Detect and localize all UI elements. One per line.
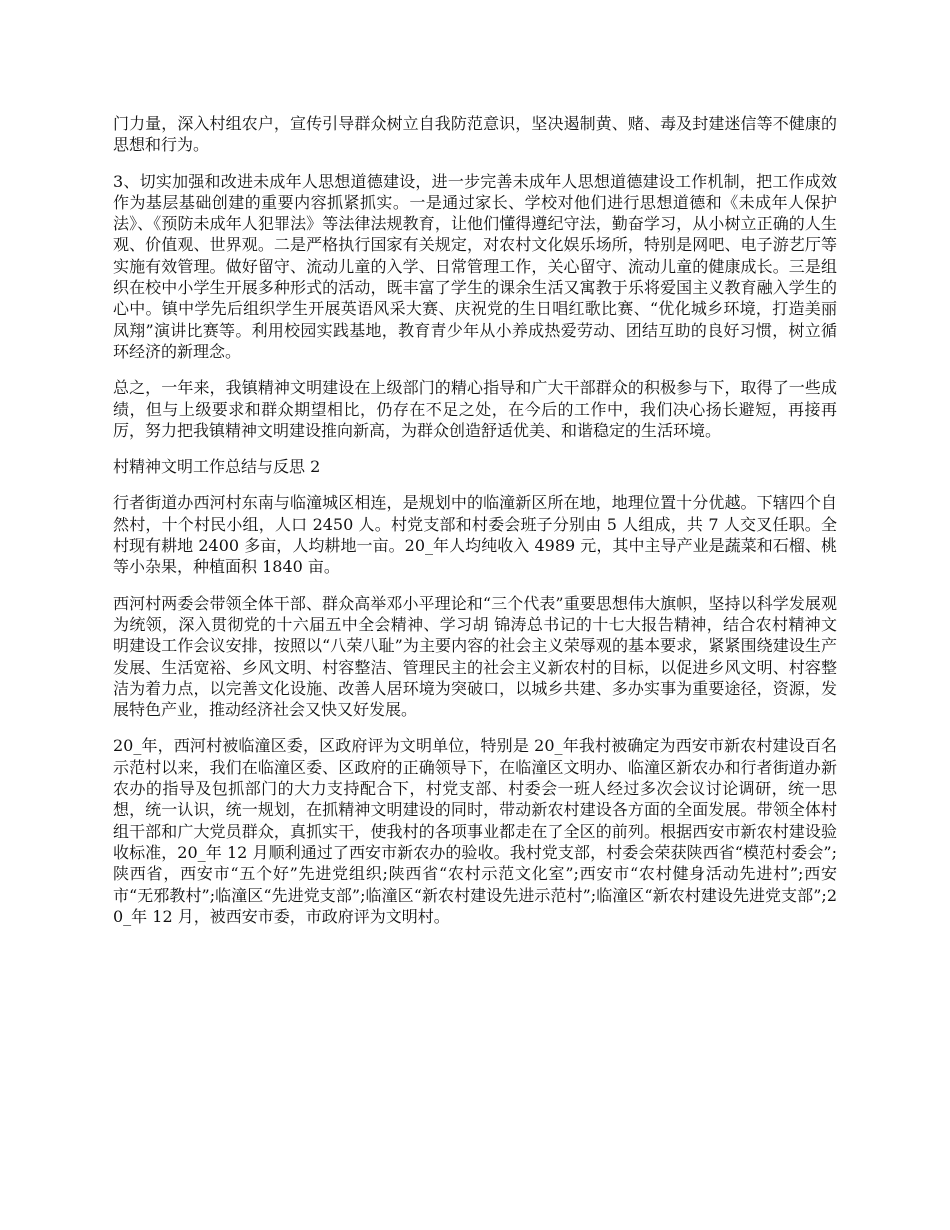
paragraph-village-overview: 行者街道办西河村东南与临潼城区相连，是规划中的临潼新区所在地，地理位置十分优越。下辖四个自然村，十个村民小组，人口 2450 人。村党支部和村委会班子分别由 5 人组成，共 7 人交叉任职。全村现有耕地 2400 多亩，人均耕地一亩。20_年人均纯收入 4989 元，其中主导产业是蔬菜和石榴、桃等小杂果，种植面积 1840 亩。 <box>113 493 837 577</box>
paragraph-conclusion: 总之，一年来，我镇精神文明建设在上级部门的精心指导和广大干部群众的积极参与下，取得了一些成绩，但与上级要求和群众期望相比，仍存在不足之处，在今后的工作中，我们决心扬长避短，再接再厉，努力把我镇精神文明建设推向新高，为群众创造舒适优美、和谐稳定的生活环境。 <box>113 378 837 440</box>
paragraph-guiding-principles: 西河村两委会带领全体干部、群众高举邓小平理论和“三个代表”重要思想伟大旗帜，坚持以科学发展观为统领，深入贯彻党的十六届五中全会精神、学习胡 锦涛总书记的十七大报告精神，结合农村精神文明建设工作会议安排，按照以“八荣八耻”为主要内容的社会主义荣辱观的基本要求，紧紧围绕建设生产发展、生活宽裕、乡风文明、村容整洁、管理民主的社会主义新农村的目标，以促进乡风文明、村容整洁为着力点，以完善文化设施、改善人居环境为突破口，以城乡共建、多办实事为重要途径，资源，发展特色产业，推动经济社会又快又好发展。 <box>113 593 837 720</box>
section-heading: 村精神文明工作总结与反思 2 <box>113 457 321 477</box>
paragraph-minor-education: 3、切实加强和改进未成年人思想道德建设，进一步完善未成年人思想道德建设工作机制，把工作成效作为基层基础创建的重要内容抓紧抓实。一是通过家长、学校对他们进行思想道德和《未成年人保护法》、《预防未成年人犯罪法》等法律法规教育，让他们懂得遵纪守法，勤奋学习，从小树立正确的人生观、价值观、世界观。二是严格执行国家有关规定，对农村文化娱乐场所，特别是网吧、电子游艺厅等实施有效管理。做好留守、流动儿童的入学、日常管理工作，关心留守、流动儿童的健康成长。三是组织在校中小学生开展多种形式的活动，既丰富了学生的课余生活又寓教于乐将爱国主义教育融入学生的心中。镇中学先后组织学生开展英语风采大赛、庆祝党的生日唱红歌比赛、“优化城乡环境，打造美丽凤翔”演讲比赛等。利用校园实践基地，教育青少年从小养成热爱劳动、团结互助的良好习惯，树立循环经济的新理念。 <box>113 171 837 361</box>
paragraph-intro-continuation: 门力量，深入村组农户，宣传引导群众树立自我防范意识，坚决遏制黄、赌、毒及封建迷信等不健康的思想和行为。 <box>113 114 837 155</box>
paragraph-achievements: 20_年，西河村被临潼区委，区政府评为文明单位，特别是 20_年我村被确定为西安市新农村建设百名示范村以来，我们在临潼区委、区政府的正确领导下，在临潼区文明办、临潼区新农办和行者街道办新农办的指导及包抓部门的大力支持配合下，村党支部、村委会一班人经过多次会议讨论调研，统一思想，统一认识，统一规划，在抓精神文明建设的同时，带动新农村建设各方面的全面发展。带领全体村组干部和广大党员群众，真抓实干，使我村的各项事业都走在了全区的前列。根据西安市新农村建设验收标准，20_年 12 月顺利通过了西安市新农办的验收。我村党支部，村委会荣获陕西省“模范村委会”;陕西省，西安市“五个好”先进党组织;陕西省“农村示范文化室”;西安市“农村健身活动先进村”;西安市“无邪教村”;临潼区“先进党支部”;临潼区“新农村建设先进示范村”;临潼区“新农村建设先进党支部”;20_年 12 月，被西安市委，市政府评为文明村。 <box>113 736 837 926</box>
document-body <box>113 113 837 942</box>
